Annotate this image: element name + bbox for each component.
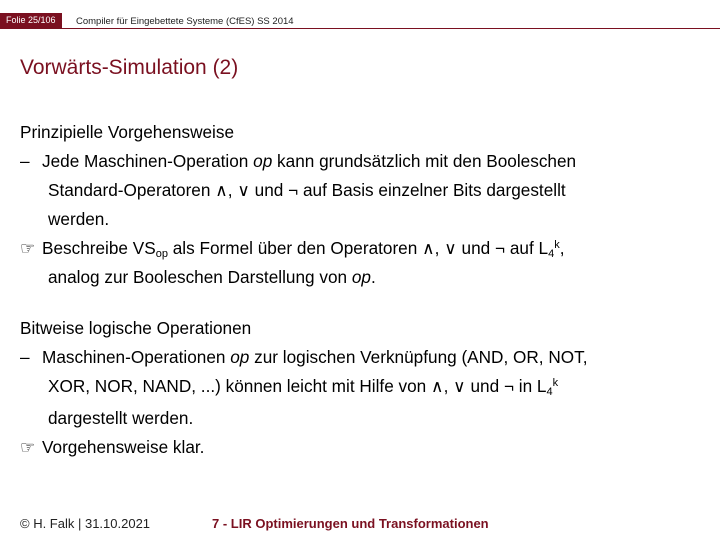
header-bar: [0, 0, 720, 28]
text-span: XOR, NOR, NAND, ...) können leicht mit Hilfe von ∧, ∨ und ¬ in L: [48, 376, 547, 396]
bullet-line: werden.: [48, 209, 110, 229]
subscript: 4: [546, 386, 553, 398]
section-principle: [20, 118, 710, 292]
text-span: kann grundsätzlich mit den Booleschen: [272, 151, 577, 171]
text-span: .: [370, 267, 376, 287]
text-span: ,: [559, 238, 565, 258]
bullet-line: [20, 263, 710, 292]
header-divider: [0, 28, 720, 29]
section-heading: Prinzipielle Vorgehensweise: [20, 122, 235, 142]
dash-marker: –: [20, 347, 30, 367]
subscript: op: [155, 248, 168, 260]
bullet-line: dargestellt werden.: [48, 408, 194, 428]
dash-marker: –: [20, 151, 30, 171]
bullet-line: [20, 147, 710, 176]
text-span: Vorgehensweise klar.: [42, 437, 205, 457]
text-span: Maschinen-Operationen: [42, 347, 231, 367]
slide-number-badge: Folie 25/106: [0, 13, 62, 28]
text-span: als Formel über den Operatoren ∧, ∨ und ¬ auf L: [167, 238, 549, 258]
text-span: analog zur Booleschen Darstellung von: [48, 267, 352, 287]
italic-op: op: [230, 347, 250, 367]
footer-author-date: © H. Falk | 31.10.2021: [20, 516, 151, 531]
text-span: zur logischen Verknüpfung (AND, OR, NOT,: [249, 347, 588, 367]
pointing-hand-icon: ☞: [20, 238, 36, 258]
bullet-line: [20, 343, 710, 372]
footer-chapter: 7 - LIR Optimierungen und Transformationen: [212, 516, 489, 531]
bullet-line: [20, 372, 710, 401]
slide-title: Vorwärts-Simulation (2): [20, 56, 239, 79]
text-span: Beschreibe VS: [42, 238, 156, 258]
bullet-line: Standard-Operatoren ∧, ∨ und ¬ auf Basis einzelner Bits dargestellt: [48, 180, 566, 200]
section-bitwise: [20, 314, 710, 462]
superscript: k: [552, 377, 559, 389]
bullet-line: [20, 234, 710, 263]
italic-op: op: [253, 151, 273, 171]
section-heading: Bitweise logische Operationen: [20, 318, 252, 338]
superscript: k: [554, 239, 560, 251]
pointing-hand-icon: ☞: [20, 437, 36, 457]
text-span: Jede Maschinen-Operation: [42, 151, 254, 171]
subscript: 4: [548, 248, 555, 260]
italic-op: op: [351, 267, 371, 287]
slide-content: [20, 118, 710, 462]
bullet-line: [20, 433, 710, 462]
course-title: Compiler für Eingebettete Systeme (CfES) SS 2014: [76, 16, 294, 27]
